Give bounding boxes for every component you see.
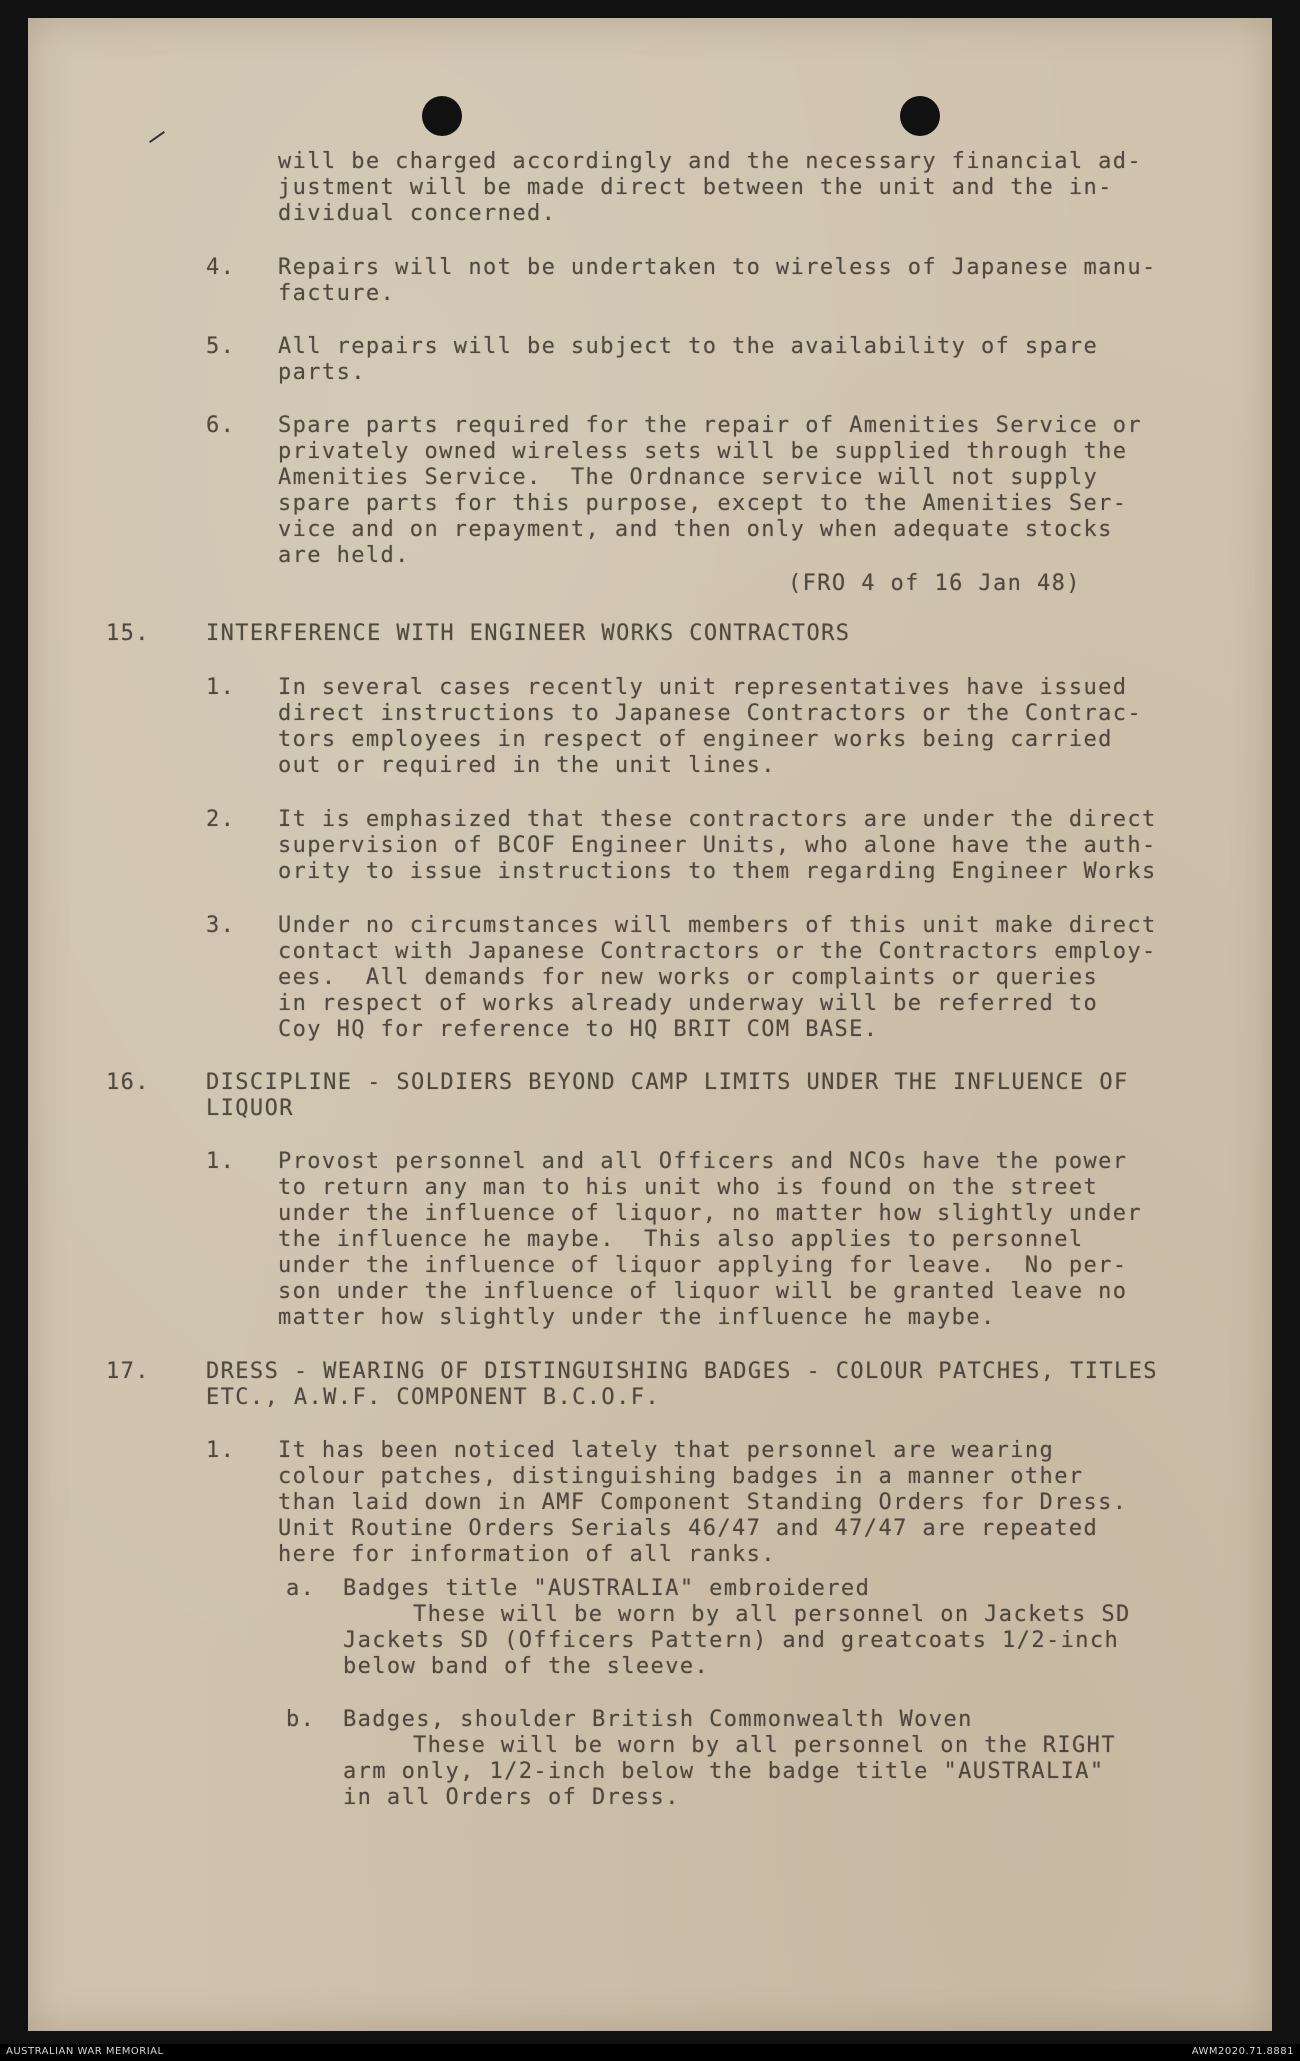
text-line: It has been noticed lately that personnel are wearing bbox=[278, 1438, 1055, 1463]
text-line: son under the influence of liquor will be granted leave no bbox=[278, 1279, 1128, 1304]
text-line: justment will be made direct between the unit and the in- bbox=[278, 175, 1113, 200]
reference-note: (FRO 4 of 16 Jan 48) bbox=[788, 571, 1081, 596]
text-line: Provost personnel and all Officers and NCOs have the power bbox=[278, 1149, 1128, 1174]
text-line: colour patches, distinguishing badges in a manner other bbox=[278, 1464, 1084, 1489]
footer-accession-id: AWM2020.71.8881 bbox=[1191, 2046, 1294, 2057]
text-line: All repairs will be subject to the availability of spare bbox=[278, 334, 1099, 359]
paragraph-number: 3. bbox=[206, 913, 236, 938]
text-line: under the influence of liquor, no matter how slightly under bbox=[278, 1201, 1143, 1226]
section-number: 16. bbox=[106, 1070, 150, 1095]
text-line: These will be worn by all personnel on the RIGHT bbox=[413, 1733, 1116, 1758]
text-line: will be charged accordingly and the necessary financial ad- bbox=[278, 149, 1143, 174]
paragraph-number: 2. bbox=[206, 807, 236, 832]
document-page bbox=[28, 18, 1272, 2031]
archive-footer bbox=[0, 2044, 1300, 2061]
text-line: below band of the sleeve. bbox=[343, 1654, 710, 1679]
footer-institution: AUSTRALIAN WAR MEMORIAL bbox=[6, 2046, 164, 2057]
punch-hole-right bbox=[900, 96, 940, 136]
paragraph-number: 5. bbox=[206, 334, 236, 359]
text-line: It is emphasized that these contractors are under the direct bbox=[278, 807, 1157, 832]
text-line: supervision of BCOF Engineer Units, who alone have the auth- bbox=[278, 833, 1157, 858]
text-line: here for information of all ranks. bbox=[278, 1542, 776, 1567]
text-line: than laid down in AMF Component Standing Orders for Dress. bbox=[278, 1490, 1128, 1515]
text-line: spare parts for this purpose, except to the Amenities Ser- bbox=[278, 491, 1128, 516]
text-line: in all Orders of Dress. bbox=[343, 1785, 680, 1810]
text-line: Repairs will not be undertaken to wireless of Japanese manu- bbox=[278, 255, 1157, 280]
paragraph-number: 1. bbox=[206, 1149, 236, 1174]
text-line: Unit Routine Orders Serials 46/47 and 47/47 are repeated bbox=[278, 1516, 1099, 1541]
text-line: vice and on repayment, and then only when adequate stocks bbox=[278, 517, 1113, 542]
text-line: Jackets SD (Officers Pattern) and greatcoats 1/2-inch bbox=[343, 1628, 1120, 1653]
text-line: ority to issue instructions to them regarding Engineer Works bbox=[278, 859, 1157, 884]
text-line: privately owned wireless sets will be supplied through the bbox=[278, 439, 1128, 464]
text-line: In several cases recently unit representatives have issued bbox=[278, 675, 1128, 700]
text-line: parts. bbox=[278, 360, 366, 385]
punch-hole-left bbox=[422, 96, 462, 136]
text-line: out or required in the unit lines. bbox=[278, 753, 776, 778]
text-line: direct instructions to Japanese Contractors or the Contrac- bbox=[278, 701, 1143, 726]
text-line: arm only, 1/2-inch below the badge title "AUSTRALIA" bbox=[343, 1759, 1105, 1784]
section-heading: LIQUOR bbox=[206, 1096, 294, 1121]
text-line: tors employees in respect of engineer works being carried bbox=[278, 727, 1113, 752]
subparagraph-title: Badges title "AUSTRALIA" embroidered bbox=[343, 1576, 871, 1601]
text-line: dividual concerned. bbox=[278, 201, 557, 226]
text-line: ees. All demands for new works or complaints or queries bbox=[278, 965, 1099, 990]
text-line: matter how slightly under the influence he maybe. bbox=[278, 1305, 996, 1330]
subparagraph-letter: a. bbox=[286, 1576, 316, 1601]
section-number: 15. bbox=[106, 621, 150, 646]
text-line: Coy HQ for reference to HQ BRIT COM BASE. bbox=[278, 1017, 879, 1042]
paragraph-number: 6. bbox=[206, 413, 236, 438]
section-heading: DRESS - WEARING OF DISTINGUISHING BADGES - COLOUR PATCHES, TITLES bbox=[206, 1359, 1158, 1384]
text-line: contact with Japanese Contractors or the Contractors employ- bbox=[278, 939, 1157, 964]
text-line: are held. bbox=[278, 543, 410, 568]
text-line: in respect of works already underway will be referred to bbox=[278, 991, 1099, 1016]
text-line: facture. bbox=[278, 281, 396, 306]
text-line: under the influence of liquor applying for leave. No per- bbox=[278, 1253, 1128, 1278]
text-line: Spare parts required for the repair of Amenities Service or bbox=[278, 413, 1143, 438]
subparagraph-title: Badges, shoulder British Commonwealth Woven bbox=[343, 1707, 973, 1732]
text-line: Under no circumstances will members of this unit make direct bbox=[278, 913, 1157, 938]
text-line: Amenities Service. The Ordnance service will not supply bbox=[278, 465, 1099, 490]
paragraph-number: 4. bbox=[206, 255, 236, 280]
section-heading: INTERFERENCE WITH ENGINEER WORKS CONTRACTORS bbox=[206, 621, 851, 646]
text-line: These will be worn by all personnel on Jackets SD bbox=[413, 1602, 1131, 1627]
section-number: 17. bbox=[106, 1359, 150, 1384]
text-line: to return any man to his unit who is found on the street bbox=[278, 1175, 1099, 1200]
section-heading: DISCIPLINE - SOLDIERS BEYOND CAMP LIMITS UNDER THE INFLUENCE OF bbox=[206, 1070, 1129, 1095]
paragraph-number: 1. bbox=[206, 675, 236, 700]
pencil-mark bbox=[149, 131, 165, 143]
text-line: the influence he maybe. This also applies to personnel bbox=[278, 1227, 1084, 1252]
subparagraph-letter: b. bbox=[286, 1707, 316, 1732]
section-heading: ETC., A.W.F. COMPONENT B.C.O.F. bbox=[206, 1385, 660, 1410]
paragraph-number: 1. bbox=[206, 1438, 236, 1463]
